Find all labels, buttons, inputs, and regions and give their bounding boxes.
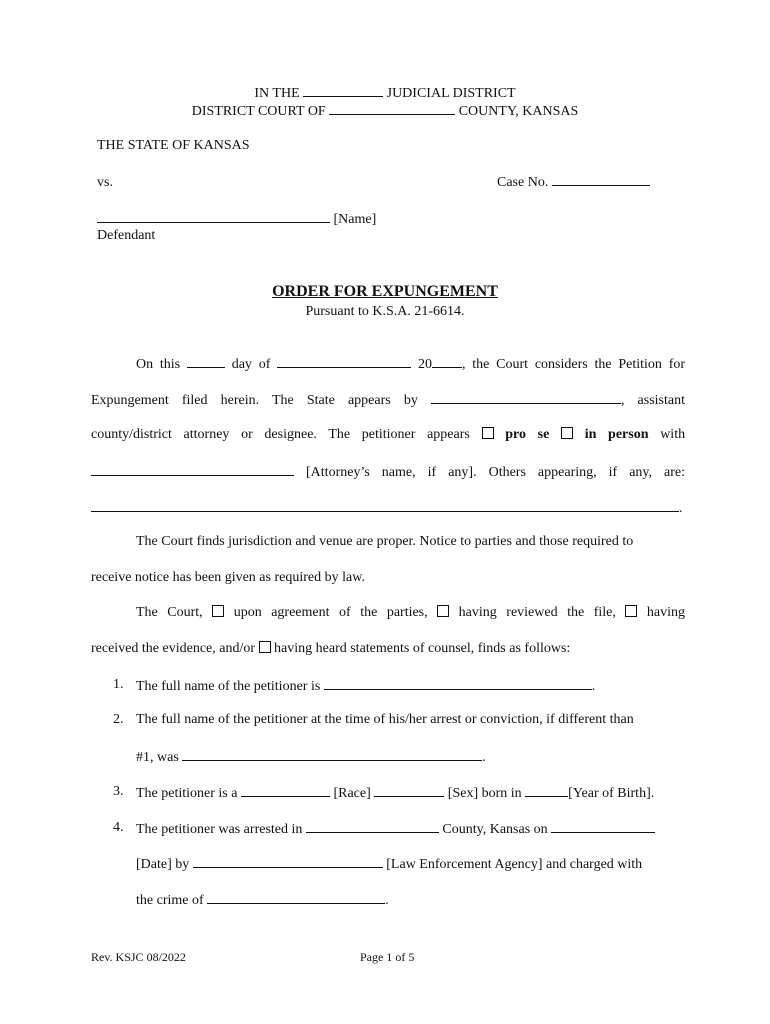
- pro-se-label: pro se: [505, 427, 550, 442]
- para3-line2: [91, 640, 570, 658]
- others-appearing-text: Others appearing, if any, are:: [488, 465, 686, 480]
- month-blank[interactable]: [277, 354, 411, 368]
- year-prefix-text: 20: [417, 357, 432, 372]
- agency-blank[interactable]: [193, 854, 383, 868]
- defendant-name-blank[interactable]: [97, 209, 330, 223]
- with-text: with: [660, 427, 686, 442]
- finding-1: [136, 676, 595, 696]
- full-name-blank[interactable]: [324, 676, 592, 690]
- received-evidence-label: received the evidence, and/or: [91, 641, 256, 656]
- county-attorney-text: county/district attorney or designee.: [91, 427, 317, 442]
- finding-2-period: .: [482, 750, 486, 765]
- considers-petition-text: , the Court considers the Petition for: [461, 357, 686, 372]
- county-kansas-on-text: County, Kansas on: [442, 822, 548, 837]
- year-blank[interactable]: [432, 354, 462, 368]
- para1-line1: [136, 354, 685, 374]
- arrested-in-text: The petitioner was arrested in: [136, 822, 303, 837]
- having-label: having: [646, 605, 686, 620]
- finding-4-line2: [136, 854, 642, 874]
- name-label: [Name]: [333, 212, 377, 227]
- para3-line1: [136, 604, 685, 622]
- finding-number-2: 2.: [113, 712, 124, 727]
- year-of-birth-blank[interactable]: [525, 783, 568, 797]
- finding-number-1: 1.: [113, 677, 124, 692]
- agreement-checkbox[interactable]: [212, 605, 224, 617]
- finding-4-line1: [136, 819, 655, 839]
- versus-label: vs.: [97, 175, 113, 190]
- finding-1-period: .: [591, 679, 596, 694]
- state-appears-text: The State appears by: [271, 393, 418, 408]
- crime-blank[interactable]: [207, 890, 385, 904]
- document-title: ORDER FOR EXPUNGEMENT: [272, 283, 498, 300]
- pro-se-checkbox[interactable]: [482, 427, 494, 439]
- sex-born-label: [Sex] born in: [447, 786, 522, 801]
- case-no-label: Case No.: [497, 175, 549, 190]
- header-judicial-district: JUDICIAL DISTRICT: [386, 86, 516, 101]
- the-court-text: The Court,: [136, 605, 203, 620]
- reviewed-file-checkbox[interactable]: [437, 605, 449, 617]
- page-number: Page 1 of 5: [360, 950, 415, 964]
- day-of-text: day of: [231, 357, 271, 372]
- day-blank[interactable]: [187, 354, 225, 368]
- para1-line3: [91, 426, 685, 444]
- attorney-name-blank[interactable]: [91, 462, 294, 476]
- date-by-label: [Date] by: [136, 857, 190, 872]
- reviewed-file-label: having reviewed the file,: [458, 605, 616, 620]
- race-blank[interactable]: [241, 783, 330, 797]
- header-district-court-of: DISTRICT COURT OF: [191, 104, 326, 119]
- defendant-label: Defendant: [97, 228, 156, 243]
- defendant-name-line: [97, 209, 376, 229]
- year-of-birth-label: [Year of Birth].: [568, 786, 655, 801]
- finding-number-4: 4.: [113, 820, 124, 835]
- crime-of-text: the crime of: [136, 893, 204, 908]
- para2-line2: receive notice has been given as required by law.: [91, 570, 365, 585]
- others-period: .: [679, 501, 683, 516]
- para1-line5: [91, 498, 683, 518]
- finding-2-line2: [136, 747, 486, 767]
- in-person-label: in person: [584, 427, 649, 442]
- on-this-text: On this: [136, 357, 181, 372]
- plaintiff-name: THE STATE OF KANSAS: [97, 138, 250, 153]
- attorney-name-label: [Attorney’s name, if any].: [306, 465, 477, 480]
- header-in-the: IN THE: [254, 86, 300, 101]
- arrest-county-blank[interactable]: [306, 819, 439, 833]
- agreement-label: upon agreement of the parties,: [233, 605, 428, 620]
- heard-statements-checkbox[interactable]: [259, 641, 271, 653]
- finding-2-was-text: #1, was: [136, 750, 179, 765]
- petitioner-appears-text: The petitioner appears: [328, 427, 470, 442]
- received-evidence-checkbox[interactable]: [625, 605, 637, 617]
- case-no-blank[interactable]: [552, 172, 650, 186]
- document-subtitle: Pursuant to K.S.A. 21-6614.: [305, 304, 465, 319]
- para1-line2: [91, 390, 685, 410]
- court-header-line2: [0, 101, 770, 121]
- others-appearing-blank[interactable]: [91, 498, 679, 512]
- state-attorney-blank[interactable]: [431, 390, 621, 404]
- case-number: [497, 172, 650, 192]
- in-person-checkbox[interactable]: [561, 427, 573, 439]
- court-header-line1: [0, 83, 770, 103]
- petitioner-is-text: The petitioner is a: [136, 786, 238, 801]
- finding-3: [136, 783, 654, 803]
- former-name-blank[interactable]: [182, 747, 482, 761]
- sex-blank[interactable]: [374, 783, 444, 797]
- assistant-text: , assistant: [620, 393, 685, 408]
- header-county-kansas: COUNTY, KANSAS: [458, 104, 579, 119]
- race-label: [Race]: [333, 786, 371, 801]
- finding-number-3: 3.: [113, 784, 124, 799]
- heard-statements-label: having heard statements of counsel, finds as follows:: [274, 641, 571, 656]
- para1-line4: [91, 462, 685, 482]
- finding-4-line3: [136, 890, 389, 910]
- expungement-filed-text: Expungement filed herein.: [91, 393, 260, 408]
- agency-charged-label: [Law Enforcement Agency] and charged with: [386, 857, 643, 872]
- arrest-date-blank[interactable]: [551, 819, 655, 833]
- revision-footer: Rev. KSJC 08/2022: [91, 950, 186, 964]
- para2-line1: The Court finds jurisdiction and venue are proper. Notice to parties and those required to: [136, 534, 634, 549]
- finding-1-text: The full name of the petitioner is: [136, 679, 321, 694]
- finding-4-period: .: [385, 893, 389, 908]
- finding-2-line1: The full name of the petitioner at the time of his/her arrest or conviction, if different than: [136, 712, 634, 727]
- judicial-district-blank[interactable]: [303, 83, 383, 97]
- county-blank[interactable]: [329, 101, 455, 115]
